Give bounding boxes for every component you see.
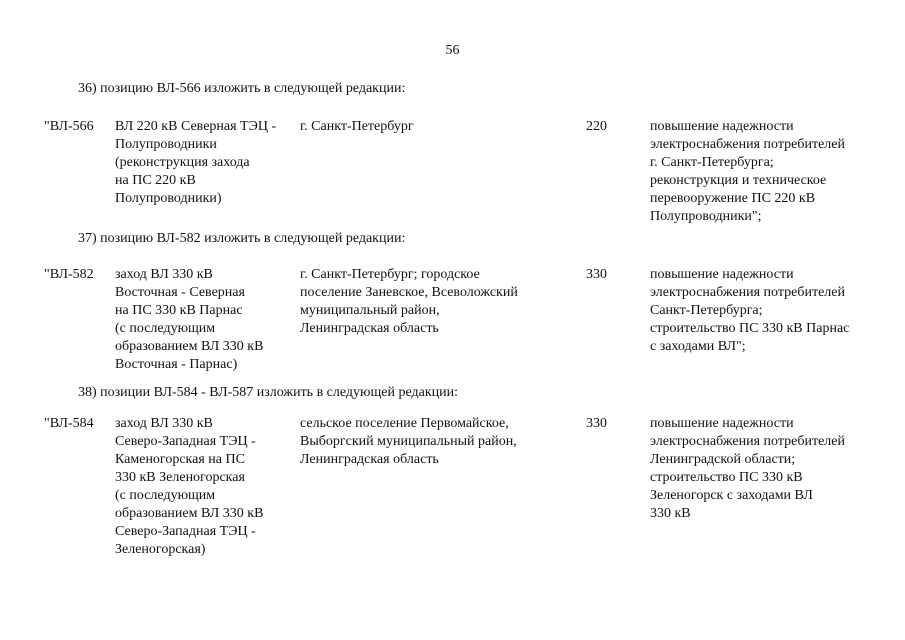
instruction-36: 36) позицию ВЛ-566 изложить в следующей редакции: [78, 81, 406, 96]
line-name: заход ВЛ 330 кВ Северо-Западная ТЭЦ - Каменогорская на ПС 330 кВ Зеленогорская (с последующим образованием ВЛ 330 кВ Северо-Западная ТЭЦ - Зеленогорская) [115, 416, 264, 557]
purpose: повышение надежности электроснабжения потребителей Санкт-Петербурга; строительство ПС 330 кВ Парнас с заходами ВЛ"; [650, 267, 850, 354]
position-code: "ВЛ-584 [44, 416, 94, 431]
voltage: 330 [586, 416, 607, 431]
location: г. Санкт-Петербург [300, 119, 414, 134]
location: сельское поселение Первомайское, Выборгский муниципальный район, Ленинградская область [300, 416, 517, 467]
instruction-37: 37) позицию ВЛ-582 изложить в следующей редакции: [78, 231, 406, 246]
instruction-38: 38) позиции ВЛ-584 - ВЛ-587 изложить в следующей редакции: [78, 385, 459, 400]
line-name: ВЛ 220 кВ Северная ТЭЦ - Полупроводники (реконструкция захода на ПС 220 кВ Полупроводники) [115, 119, 277, 206]
purpose: повышение надежности электроснабжения потребителей Ленинградской области; строительство ПС 330 кВ Зеленогорск с заходами ВЛ 330 кВ [650, 416, 845, 521]
voltage: 330 [586, 267, 607, 282]
line-name: заход ВЛ 330 кВ Восточная - Северная на ПС 330 кВ Парнас (с последующим образованием ВЛ 330 кВ Восточная - Парнас) [115, 267, 264, 372]
purpose: повышение надежности электроснабжения потребителей г. Санкт-Петербурга; реконструкция и техническое перевооружение ПС 220 кВ Полупроводники"; [650, 119, 845, 224]
location: г. Санкт-Петербург; городское поселение Заневское, Всеволожский муниципальный район, Ленинградская область [300, 267, 518, 336]
position-code: "ВЛ-566 [44, 119, 94, 134]
position-code: "ВЛ-582 [44, 267, 94, 282]
voltage: 220 [586, 119, 607, 134]
page-number: 56 [445, 43, 460, 58]
